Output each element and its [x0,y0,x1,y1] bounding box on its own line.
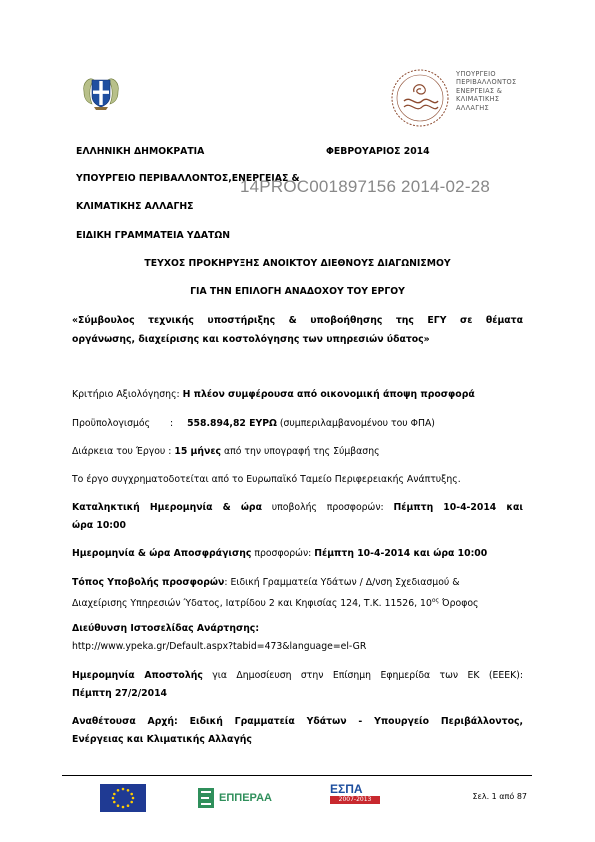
budget-separator: : [169,418,174,429]
espa-logo-text: ΕΣΠΑ [330,782,363,796]
authority-value-1: : Ειδική Γραμματεία Υδάτων - Υπουργείο Περιβάλλοντος, [174,716,523,727]
epperaa-logo [196,784,272,812]
place-value-1: : Ειδική Γραμματεία Υδάτων / Δ/νση Σχεδιασμού & [224,577,460,588]
criterion-row [72,389,475,401]
place-row-2 [72,595,478,610]
ministry-logo-line: ΠΕΡΙΒΑΛΛΟΝΤΟΣ [456,78,517,87]
ministry-logo-text [456,70,517,112]
place-label: Τόπος Υποβολής προσφορών [72,577,225,588]
place-row [72,577,460,589]
criterion-label: Κριτήριο Αξιολόγησης: [72,389,180,400]
republic-label: ΕΛΛΗΝΙΚΗ ΔΗΜΟΚΡΑΤΙΑ [76,146,205,157]
ministry-line-2: ΚΛΙΜΑΤΙΚΗΣ ΑΛΛΑΓΗΣ [76,201,194,212]
authority-value-2: Ενέργειας και Κλιματικής Αλλαγής [72,734,252,745]
deadline-mid: υποβολής προσφορών: [271,502,384,513]
budget-row [72,418,435,430]
criterion-value: Η πλέον συμφέρουσα από οικονομική άποψη προσφορά [182,389,475,400]
duration-label: Διάρκεια του Έργου : [72,446,172,457]
ministry-line-1: ΥΠΟΥΡΓΕΙΟ ΠΕΡΙΒΑΛΛΟΝΤΟΣ,ΕΝΕΡΓΕΙΑΣ & [76,173,300,184]
budget-note: (συμπεριλαμβανομένου του ΦΠΑ) [279,418,435,429]
authority-row [72,716,523,728]
ministry-logo-line: ΕΝΕΡΓΕΙΑΣ & [456,86,503,95]
duration-value: 15 μήνες [174,446,222,457]
opening-mid: προσφορών: [254,548,312,559]
place-floor-suffix: ος [431,597,440,604]
ministry-logo-line: ΚΛΙΜΑΤΙΚΗΣ [456,95,500,104]
deadline-time: ώρα 10:00 [72,520,126,531]
greek-emblem-icon [80,72,122,114]
place-floor: Όροφος [439,598,479,610]
secretariat-label: ΕΙΔΙΚΗ ΓΡΑΜΜΑΤΕΙΑ ΥΔΑΤΩΝ [76,230,231,241]
budget-label: Προϋπολογισμός [72,418,151,429]
budget-value: 558.894,82 ΕΥΡΩ [187,418,277,429]
opening-label: Ημερομηνία & ώρα Αποσφράγισης [72,548,252,559]
deadline-row [72,502,523,514]
dispatch-row [72,670,523,682]
eu-flag-icon [100,784,146,812]
epperaa-mark-icon [196,786,216,810]
espa-logo-years: 2007-2013 [330,796,380,804]
ministry-logo-line: ΑΛΛΑΓΗΣ [456,103,489,112]
epperaa-logo-text: ΕΠΠΕΡΑΑ [219,792,272,804]
dispatch-mid: για Δημοσίευση στην Επίσημη Εφημερίδα των ΕΚ (ΕΕΕΚ): [212,670,523,681]
document-title-line-2: ΓΙΑ ΤΗΝ ΕΠΙΛΟΓΗ ΑΝΑΔΟΧΟΥ ΤΟΥ ΕΡΓΟΥ [190,286,405,297]
dispatch-date: Πέμπτη 27/2/2014 [72,688,168,699]
page-number: Σελ. 1 από 87 [472,792,527,801]
espa-logo [330,783,382,811]
opening-row [72,548,487,560]
place-value-2: Διαχείρισης Υπηρεσιών Ύδατος, Ιατρίδου 2 και Κηφισίας 124, Τ.Κ. 11526, 10 [72,598,432,610]
document-title-line-1: ΤΕΥΧΟΣ ΠΡΟΚΗΡΥΞΗΣ ΑΝΟΙΚΤΟΥ ΔΙΕΘΝΟΥΣ ΔΙΑΓΩΝΙΣΜΟΥ [144,258,451,269]
website-label: Διεύθυνση Ιστοσελίδας Ανάρτησης: [72,623,260,634]
deadline-value: Πέμπτη 10-4-2014 και [393,502,523,513]
footer-divider [62,775,532,776]
website-link[interactable]: http://www.ypeka.gr/Default.aspx?tabid=473&language=el-GR [72,641,367,652]
opening-value: Πέμπτη 10-4-2014 και ώρα 10:00 [314,548,488,559]
ministry-logo-icon [390,68,450,128]
project-title-line-2: οργάνωσης, διαχείρισης και κοστολόγησης των υπηρεσιών ύδατος» [72,334,430,345]
duration-row [72,446,380,458]
project-title-line-1: «Σύμβουλος τεχνικής υποστήριξης & υποβοήθησης της ΕΓΥ σε θέματα [72,315,523,326]
authority-label: Αναθέτουσα Αρχή [72,716,175,727]
ministry-logo-line: ΥΠΟΥΡΓΕΙΟ [456,70,496,78]
duration-note: από την υπογραφή της Σύμβασης [223,446,380,457]
funding-note: Το έργο συγχρηματοδοτείται από το Ευρωπαϊκό Ταμείο Περιφερειακής Ανάπτυξης. [72,474,461,485]
dispatch-label: Ημερομηνία Αποστολής [72,670,203,681]
document-date: ΦΕΒΡΟΥΑΡΙΟΣ 2014 [326,146,430,157]
protocol-stamp: 14PROC001897156 2014-02-28 [240,177,490,196]
deadline-label: Καταληκτική Ημερομηνία & ώρα [72,502,262,513]
